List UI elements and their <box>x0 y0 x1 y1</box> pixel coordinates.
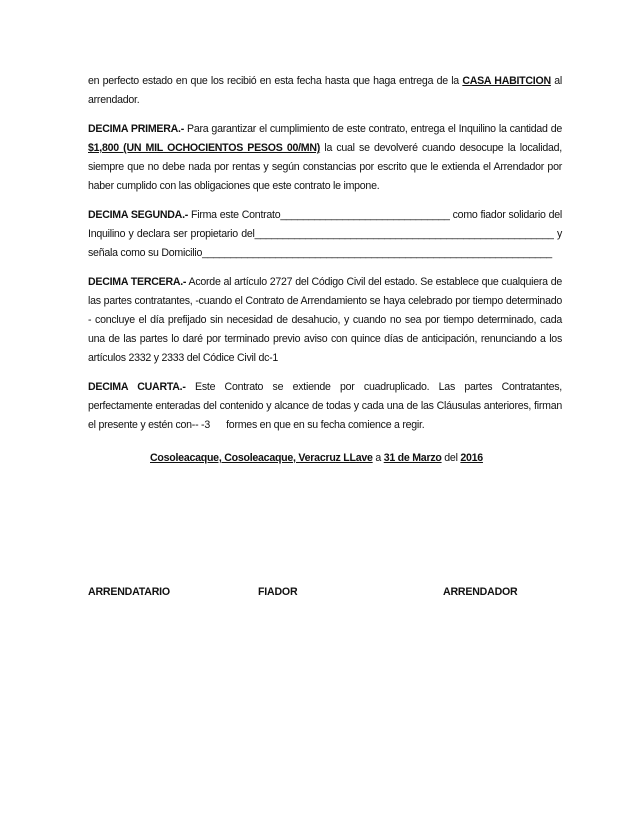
clause-text: Para garantizar el cumplimiento de este contrato, entrega el Inquilino la cantidad de <box>184 123 562 135</box>
clause-title: DECIMA CUARTA.- <box>88 381 186 393</box>
place-day-month: 31 de Marzo <box>383 452 442 464</box>
clause-decima-tercera <box>88 273 562 368</box>
document-body <box>88 72 565 445</box>
clause-decima-segunda <box>88 206 562 263</box>
clause-title: DECIMA TERCERA.- <box>88 276 187 288</box>
clause-title: DECIMA SEGUNDA.- <box>88 209 189 221</box>
signature-arrendatario: ARRENDATARIO <box>88 586 170 598</box>
paragraph-continuation <box>88 72 562 110</box>
clause-text: Este Contrato se extiende por cuadruplicado. Las partes Contratantes, perfectamente enteradas del contenido y alcance de todas y cada una de las Cláusulas anteriores, firman el presente y estén con-- -3 formes en que en su fecha comience a regir. <box>88 381 565 431</box>
clause-title: DECIMA PRIMERA.- <box>88 123 184 135</box>
place-connector: del <box>441 452 461 464</box>
signature-arrendador: ARRENDADOR <box>443 586 518 598</box>
clause-text: y señala como su Domicilio <box>88 228 562 259</box>
place-year: 2016 <box>460 452 483 464</box>
clause-text: la cual se devolveré cuando desocupe la localidad, siempre que no debe nada por rentas y según constancias por escrito que le extienda el Arrendador por haber cumplido con las obligaciones que este contrato le impone. <box>88 142 562 192</box>
place-connector: a <box>372 452 384 464</box>
blank-line: _____________________________________________________ <box>254 228 554 240</box>
paragraph-text: al arrendador. <box>88 75 562 106</box>
deposit-amount: $1,800 (UN MIL OCHOCIENTOS PESOS 00/MN) <box>88 142 321 154</box>
place-city: Cosoleacaque, Cosoleacaque, Veracruz LLave <box>150 452 373 464</box>
clause-decima-primera <box>88 120 562 196</box>
clause-decima-cuarta <box>88 378 565 435</box>
paragraph-text: en perfecto estado en que los recibió en esta fecha hasta que haga entrega de la <box>88 75 463 87</box>
place-and-date <box>150 452 483 464</box>
blank-line: ______________________________________________________________ <box>202 247 552 259</box>
clause-text: Firma este Contrato <box>188 209 281 221</box>
clause-text: Acorde al artículo 2727 del Código Civil del estado. Se establece que cualquiera de las partes contratantes, -cuando el Contrato de Arrendamiento se haya celebrado por tiempo determinado - concluye el día prefijado sin necesidad de desahucio, y cuando no sea por tiempo determinado, cada una de las partes lo daré por terminado previo aviso con quince días de anticipación, renunciando a los artículos 2332 y 2333 del Códice Civil dc-1 <box>88 276 562 364</box>
property-type: CASA HABITCION <box>462 75 551 87</box>
clause-text: como fiador solidario del Inquilino y declara ser propietario del <box>88 209 562 240</box>
blank-line: ______________________________ <box>280 209 450 221</box>
signature-fiador: FIADOR <box>258 586 298 598</box>
